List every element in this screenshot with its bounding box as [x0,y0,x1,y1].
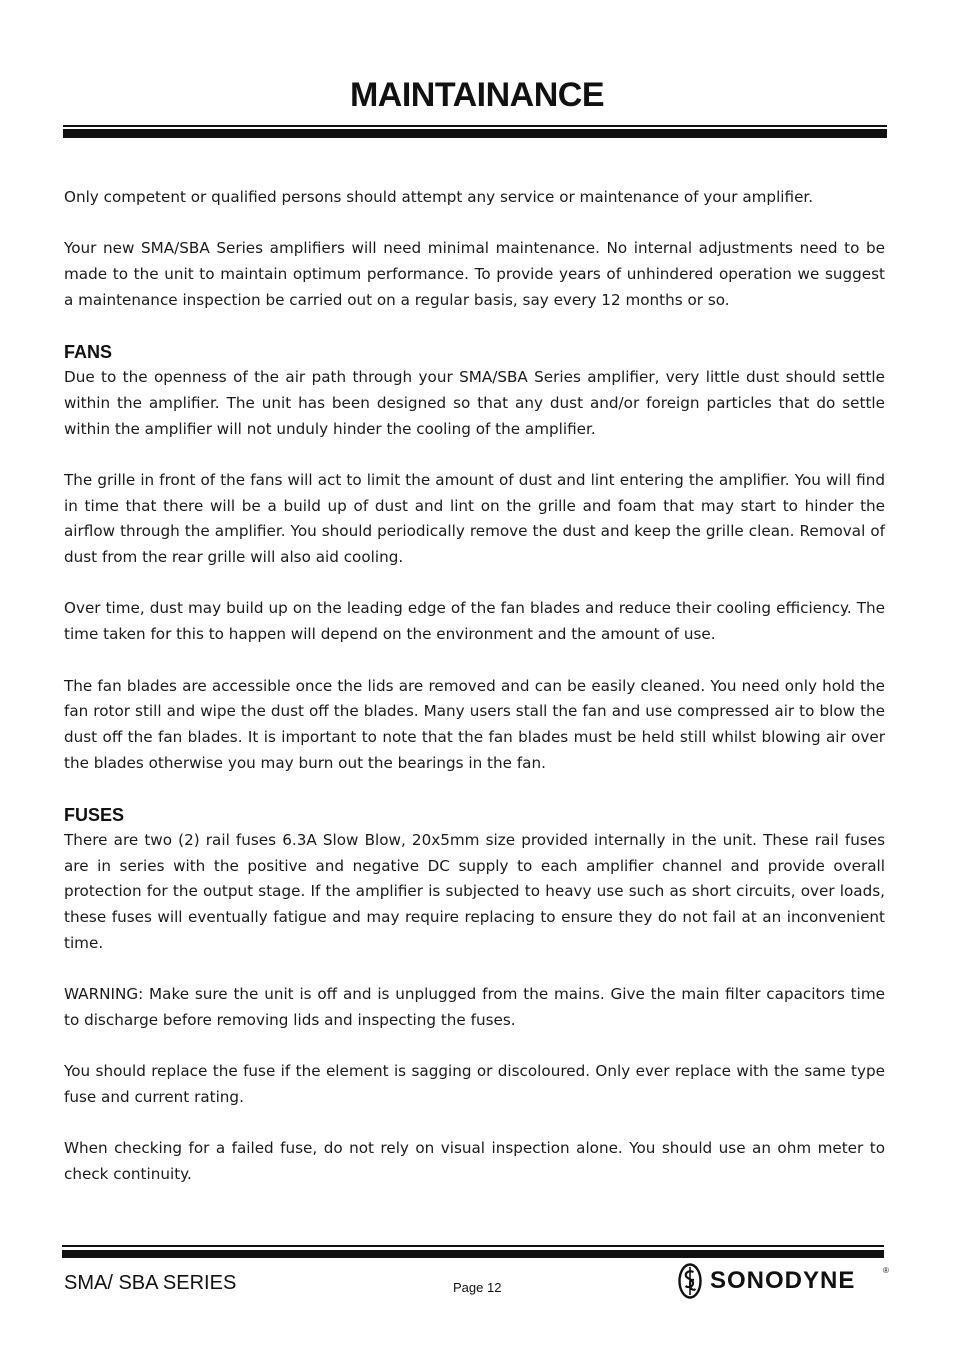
footer-rule-thick [62,1250,884,1258]
page-title: MAINTAINANCE [349,76,604,114]
title-rule-thin [63,125,887,127]
section-fuses [64,802,885,1188]
brand-name: SONODYNE [710,1267,856,1294]
intro-paragraph: Your new SMA/SBA Series amplifiers will need minimal maintenance. No internal adjustments need to be made to the unit to maintain optimum performance. To provide years of unhindered operation we suggest a maintenance inspection be carried out on a regular basis, say every 12 months or so. [64,239,885,309]
intro-paragraph: Only competent or qualified persons should attempt any service or maintenance of your amplifier. [64,188,814,206]
fans-paragraph: Due to the openness of the air path through your SMA/SBA Series amplifier, very little dust should settle within the amplifier. The unit has been designed so that any dust and/or foreign particles that do settle within the amplifier will not unduly hinder the cooling of the amplifier. [64,368,885,438]
fuses-paragraph: You should replace the fuse if the element is sagging or discoloured. Only ever replace with the same type fuse and current rating. [64,1062,885,1107]
title-rule-thick [63,129,887,138]
fans-paragraph: The grille in front of the fans will act to limit the amount of dust and lint entering the amplifier. You will find in time that there will be a build up of dust and lint on the grille and foam that may start to hinder the airflow through the amplifier. You should periodically remove the dust and keep the grille clean. Removal of dust from the rear grille will also aid cooling. [64,470,885,567]
footer-rule-thin [62,1245,884,1247]
section-heading-fuses: FUSES [64,805,125,826]
section-heading-fans: FANS [64,342,113,363]
fans-paragraph: The fan blades are accessible once the lids are removed and can be easily cleaned. You need only hold the fan rotor still and wipe the dust off the blades. Many users stall the fan and use compressed air to blow the dust off the fan blades. It is important to note that the fan blades must be held still whilst blowing air over the blades otherwise you may burn out the bearings in the fan. [64,676,885,772]
brand-logo [678,1262,855,1300]
fuses-paragraph: There are two (2) rail fuses 6.3A Slow Blow, 20x5mm size provided internally in the unit. These rail fuses are in series with the positive and negative DC supply to each amplifier channel and provide overall protection for the output stage. If the amplifier is subjected to heavy use such as short circuits, over loads, these fuses will eventually fatigue and may require replacing to ensure they do not fail at an inconvenient time. [64,831,885,952]
fuses-paragraph: WARNING: Make sure the unit is off and is unplugged from the mains. Give the main filter capacitors time to discharge before removing lids and inspecting the fuses. [64,985,885,1029]
fans-paragraph: Over time, dust may build up on the leading edge of the fan blades and reduce their cooling efficiency. The time taken for this to happen will depend on the environment and the amount of use. [64,599,885,644]
fuses-paragraph: When checking for a failed fuse, do not rely on visual inspection alone. You should use an ohm meter to check continuity. [64,1139,885,1184]
registered-mark: ® [883,1266,889,1275]
sc-monogram-icon [678,1263,702,1299]
body-content [64,185,885,1214]
footer-series-label: SMA/ SBA SERIES [64,1272,237,1294]
section-fans [64,339,885,776]
page-number: Page 12 [453,1280,502,1295]
